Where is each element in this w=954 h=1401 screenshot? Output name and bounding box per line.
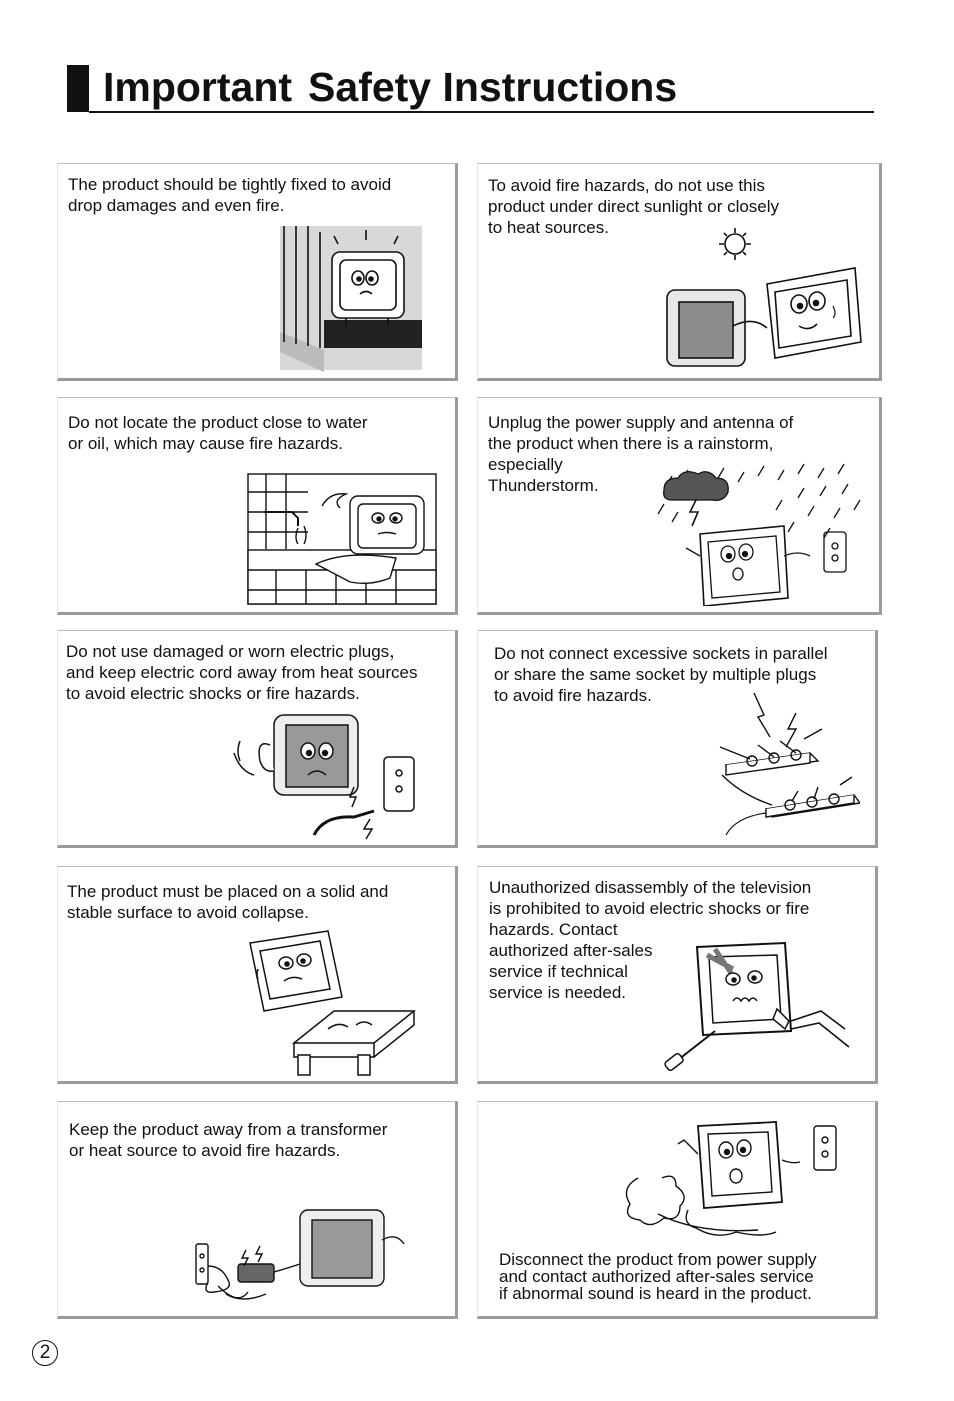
panel-text: Keep the product away from a transformer or heat source to avoid fire hazards. xyxy=(69,1120,388,1160)
safety-panel-water xyxy=(57,397,458,615)
safety-panel-transformer xyxy=(57,1101,458,1319)
tv-sun-heater-illustration xyxy=(663,226,863,368)
panel-text: Do not locate the product close to water or oil, which may cause fire hazards. xyxy=(68,413,368,453)
safety-panel-stable-surface xyxy=(57,866,458,1084)
panel-text: Unauthorized disassembly of the television is prohibited to avoid electric shocks or fire hazards. Contact authorized after-sales service if technical service is needed. xyxy=(489,878,812,1002)
title-words-safety-instructions: Safety Instructions xyxy=(308,64,678,110)
title-word-important: Important xyxy=(103,64,293,110)
safety-panel-sunlight xyxy=(477,163,882,381)
tv-unstable-table-illustration xyxy=(246,929,418,1077)
safety-panel-abnormal-sound xyxy=(477,1101,878,1319)
tv-near-water-illustration xyxy=(246,472,438,606)
panel-text: Do not use damaged or worn electric plugs， and keep electric cord away from heat sources to avoid electric shocks or fire hazards. xyxy=(66,642,418,703)
tv-thunderstorm-illustration xyxy=(654,460,868,606)
tv-tools-illustration xyxy=(663,935,863,1075)
panel-text: Do not connect excessive sockets in parallel or share the same socket by multiple plugs to avoid fire hazards. xyxy=(494,644,828,705)
tv-smoke-unplug-illustration xyxy=(618,1114,840,1242)
tv-on-balcony-illustration xyxy=(276,222,426,376)
transformer-heater-illustration xyxy=(190,1206,416,1308)
safety-panel-disassembly xyxy=(477,866,878,1084)
tv-damaged-plug-illustration xyxy=(230,711,418,841)
overloaded-sockets-illustration xyxy=(718,689,860,839)
safety-panel-thunderstorm xyxy=(477,397,882,615)
safety-panel-damaged-plugs xyxy=(57,630,458,848)
page-title xyxy=(103,64,677,110)
safety-panel-fixing xyxy=(57,163,458,381)
panel-text: To avoid fire hazards, do not use this product under direct sunlight or closely to heat sources. xyxy=(488,176,780,237)
panel-text: The product must be placed on a solid and stable surface to avoid collapse. xyxy=(67,882,389,922)
panel-text: The product should be tightly fixed to avoid drop damages and even fire. xyxy=(68,175,392,215)
panel-text: Unplug the power supply and antenna of the product when there is a rainstorm, especially Thunderstorm. xyxy=(488,413,794,495)
safety-panel-excessive-sockets xyxy=(477,630,878,848)
title-bar-marker xyxy=(67,65,89,112)
page-number: 2 xyxy=(32,1340,58,1366)
panel-text: Disconnect the product from power supply and contact authorized after-sales service if abnormal sound is heard in the product. xyxy=(499,1250,817,1303)
title-underline xyxy=(89,111,874,113)
